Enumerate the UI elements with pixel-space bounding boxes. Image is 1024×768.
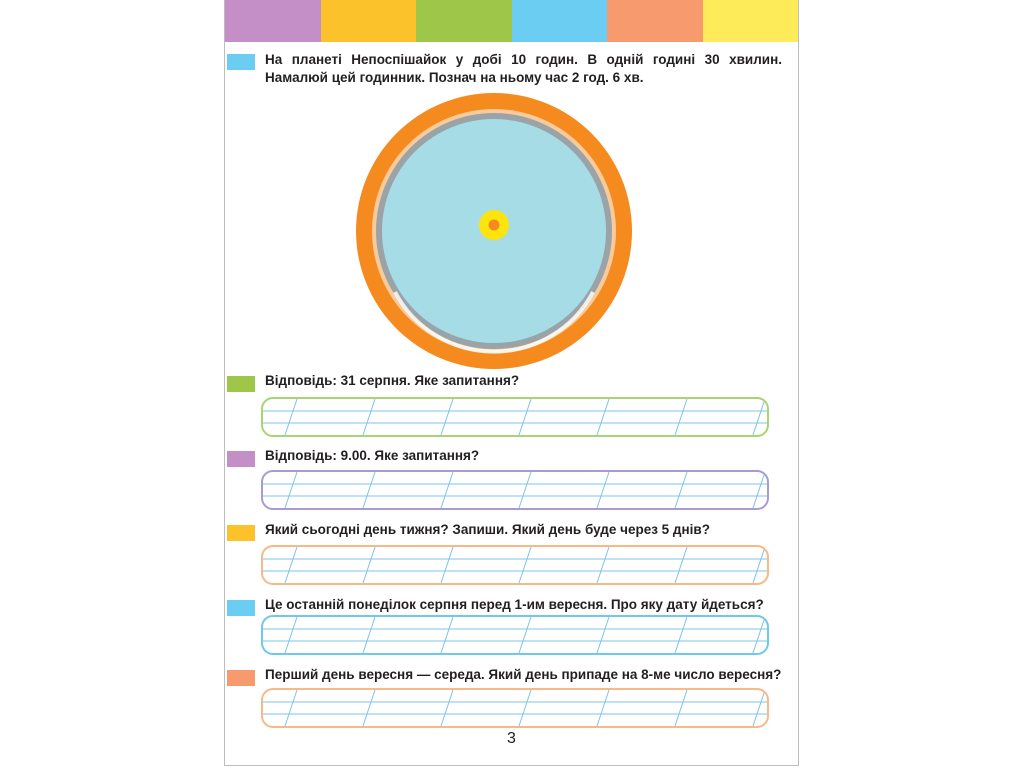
slant-guide [285, 617, 297, 653]
ruled-lines [263, 547, 767, 583]
slant-guide [675, 690, 687, 726]
task-text: На планеті Непоспішайок у добі 10 годин. В одній годині 30 хвилин. Намалюй цей годинник. Познач на ньому час 2 год. 6 хв. [265, 52, 782, 85]
answer-field-1[interactable] [261, 397, 769, 437]
slant-guide [753, 547, 765, 583]
ruled-lines [263, 690, 767, 726]
slant-guide [285, 547, 297, 583]
slant-guide [519, 617, 531, 653]
slant-guide [753, 399, 765, 435]
slant-guide [363, 617, 375, 653]
slant-guide [363, 399, 375, 435]
task-marker [227, 376, 255, 392]
answer-field-3[interactable] [261, 545, 769, 585]
ruled-lines [263, 399, 767, 435]
slant-guide [519, 399, 531, 435]
answer-field-2[interactable] [261, 470, 769, 510]
slant-guide [363, 547, 375, 583]
slant-guide [285, 690, 297, 726]
strip-segment [416, 0, 512, 42]
task-text: Перший день вересня — середа. Який день припаде на 8-ме число вересня? [265, 667, 782, 682]
clock-drawing[interactable] [355, 92, 633, 370]
slant-guide [597, 472, 609, 508]
strip-segment [321, 0, 417, 42]
answer-field-4[interactable] [261, 615, 769, 655]
slant-guide [363, 472, 375, 508]
slant-guide [675, 547, 687, 583]
slant-guide [675, 617, 687, 653]
ruled-lines [263, 617, 767, 653]
slant-guide [441, 547, 453, 583]
slant-guide [597, 617, 609, 653]
strip-segment [225, 0, 321, 42]
strip-segment [512, 0, 608, 42]
slant-guide [753, 617, 765, 653]
clock-center-pin [489, 220, 500, 231]
answer-field-5[interactable] [261, 688, 769, 728]
slant-guide [441, 617, 453, 653]
slant-guide [753, 690, 765, 726]
slant-guide [441, 690, 453, 726]
task-marker [227, 54, 255, 70]
slant-guide [597, 547, 609, 583]
task-marker [227, 600, 255, 616]
ruled-lines [263, 472, 767, 508]
slant-guide [597, 690, 609, 726]
task-marker [227, 670, 255, 686]
slant-guide [519, 690, 531, 726]
slant-guide [675, 399, 687, 435]
task-marker [227, 525, 255, 541]
slant-guide [441, 472, 453, 508]
task-text: Який сьогодні день тижня? Запиши. Який день буде через 5 днів? [265, 522, 710, 537]
slant-guide [519, 547, 531, 583]
slant-guide [597, 399, 609, 435]
strip-segment [607, 0, 703, 42]
workbook-page [224, 0, 799, 766]
color-strip [225, 0, 798, 42]
slant-guide [675, 472, 687, 508]
task-text: Відповідь: 9.00. Яке запитання? [265, 448, 480, 463]
task-text: Це останній понеділок серпня перед 1-им вересня. Про яку дату йдеться? [265, 597, 764, 612]
task-text: Відповідь: 31 серпня. Яке запитання? [265, 373, 520, 388]
slant-guide [363, 690, 375, 726]
slant-guide [441, 399, 453, 435]
slant-guide [753, 472, 765, 508]
task-marker [227, 451, 255, 467]
slant-guide [285, 472, 297, 508]
strip-segment [703, 0, 799, 42]
slant-guide [285, 399, 297, 435]
page-number: 3 [507, 730, 516, 747]
slant-guide [519, 472, 531, 508]
